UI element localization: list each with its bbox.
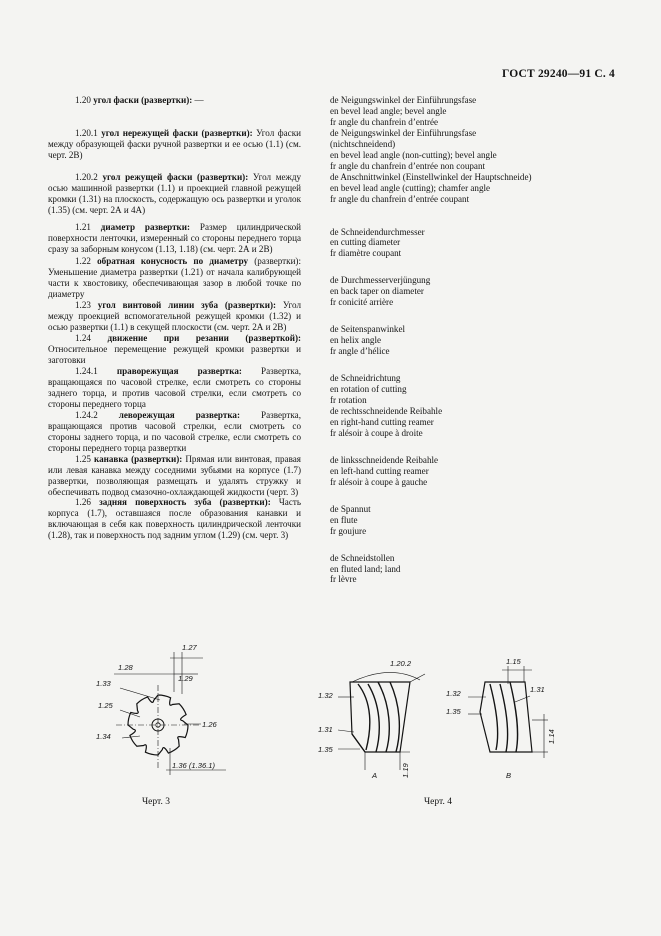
term-entry — [48, 300, 301, 333]
term-number: 1.24.1 — [75, 366, 98, 377]
translation-line: de Neigungswinkel der Einführungsfase — [330, 95, 477, 105]
label-1-31-b: 1.31 — [530, 685, 545, 694]
term-number: 1.25 — [75, 453, 91, 464]
translation-line: de Durchmesserverjüngung — [330, 275, 431, 286]
term-name: обратная конусность по диаметру — [97, 256, 249, 267]
translation-line: fr lèvre — [330, 574, 357, 585]
term-number: 1.20 — [75, 95, 91, 105]
translation-line: de Schneidstollen — [330, 552, 395, 563]
label-1-20-2: 1.20.2 — [390, 659, 412, 668]
translation-line: en fluted land; land — [330, 563, 401, 574]
term-number: 1.24.2 — [75, 409, 98, 420]
translation-line: en left-hand cutting reamer — [330, 465, 429, 476]
translation-line: fr angle du chanfrein d’entrée — [330, 116, 439, 127]
term-entry — [48, 128, 301, 161]
term-entry — [48, 410, 301, 454]
term-number: 1.26 — [75, 497, 91, 508]
term-definition: — — [192, 95, 204, 105]
term-entry — [48, 222, 301, 255]
term-number: 1.24 — [75, 333, 91, 344]
term-entry — [48, 333, 301, 366]
figure-3-caption: Черт. 3 — [142, 797, 170, 807]
translation-line: en rotation of cutting — [330, 384, 407, 395]
term-number: 1.23 — [75, 300, 91, 311]
term-definition: Размер цилиндрической поверхности ленточки, измеренный со стороны переднего торца сразу за заборным конусом (1.13, 1.18) (см. черт. 2А и 2В) — [48, 221, 301, 254]
translation-line: fr conicité arrière — [330, 297, 394, 308]
label-1-26: 1.26 — [202, 720, 217, 729]
term-name: леворежущая развертка: — [118, 409, 240, 420]
translation-group — [330, 275, 630, 308]
translation-line: de Seitenspanwinkel — [330, 324, 406, 335]
term-definition: Относительное перемещение режущей кромки развертки и заготовки — [48, 344, 301, 366]
label-1-35-a: 1.35 — [318, 745, 333, 754]
label-1-19: 1.19 — [401, 763, 410, 778]
translation-line: fr diamètre coupant — [330, 248, 402, 259]
translation-line: fr alésoir à coupe à gauche — [330, 476, 428, 487]
terms-column — [48, 95, 301, 541]
translation-group — [330, 227, 630, 260]
label-1-34: 1.34 — [96, 732, 111, 741]
term-name: движение при резании (разверткой): — [107, 333, 302, 344]
translation-line: fr rotation — [330, 395, 367, 406]
label-1-36: 1.36 (1.36.1) — [172, 761, 216, 770]
translation-line: fr angle du chanfrein d’entrée coupant — [330, 193, 470, 204]
translation-line: en cutting diameter — [330, 237, 401, 248]
term-entry — [48, 95, 301, 106]
translation-line: de Spannut — [330, 503, 371, 514]
label-1-32-b: 1.32 — [446, 689, 461, 698]
translation-group — [330, 553, 630, 586]
label-1-27: 1.27 — [182, 643, 197, 652]
label-1-29: 1.29 — [178, 674, 193, 683]
term-definition: (развертки): Уменьшение диаметра развертки (1.21) от начала калибрующей части к хвостовику, обеспечивающая зазор в любой точке по диаметру — [48, 256, 301, 300]
translation-group — [330, 504, 630, 537]
term-entry — [48, 497, 301, 541]
translation-group — [330, 324, 630, 357]
term-entry — [48, 366, 301, 410]
translation-line: fr angle du chanfrein d’entrée non coupant — [330, 160, 486, 171]
translation-line: en bevel lead angle (non-cutting); bevel angle — [330, 149, 497, 160]
term-name: угол фаски (развертки): — [93, 95, 193, 105]
translation-line: en right-hand cutting reamer — [330, 416, 434, 427]
label-1-25: 1.25 — [98, 701, 113, 710]
translation-line: de Anschnittwinkel (Einstellwinkel der Hauptschneide) — [330, 171, 532, 182]
figure-4 — [310, 652, 570, 792]
term-entry — [48, 454, 301, 498]
label-1-15: 1.15 — [506, 657, 521, 666]
term-definition: Развертка, вращающаяся против часовой стрелки, если смотреть со стороны заднего торца, и по часовой стрелке, если смотреть со стороны переднего торца развертки — [48, 409, 301, 453]
view-b-label: B — [506, 771, 512, 780]
reamer-chamfer-diagram — [310, 652, 570, 792]
term-name: праворежущая развертка: — [116, 366, 242, 377]
term-number: 1.22 — [75, 256, 91, 267]
page-header: ГОСТ 29240—91 С. 4 — [502, 68, 615, 80]
term-name: задняя поверхность зуба (развертки): — [99, 497, 271, 508]
term-number: 1.20.2 — [75, 171, 98, 182]
translation-line: fr angle d’hélice — [330, 346, 390, 357]
translation-line: en bevel lead angle (cutting); chamfer angle — [330, 182, 491, 193]
term-name: угол винтовой линии зуба (развертки): — [97, 300, 277, 311]
translation-line: de Schneidendurchmesser — [330, 226, 425, 237]
translation-line: de rechtsschneidende Reibahle — [330, 405, 443, 416]
term-number: 1.20.1 — [75, 127, 98, 138]
translations-column — [330, 95, 630, 585]
term-name: диаметр развертки: — [100, 221, 191, 232]
translation-line: en back taper on diameter — [330, 286, 424, 297]
term-entry — [48, 256, 301, 300]
translation-line: (nichtschneidend) — [330, 138, 396, 149]
translation-line: en bevel lead angle; bevel angle — [330, 105, 447, 116]
label-1-33: 1.33 — [96, 679, 111, 688]
label-1-14: 1.14 — [547, 729, 556, 744]
translation-line: en flute — [330, 514, 358, 525]
term-definition: Развертка, вращающаяся по часовой стрелке, если смотреть со стороны заднего торца, и против часовой стрелки, если смотреть со стороны переднего торца — [48, 366, 302, 409]
figure-3 — [86, 630, 256, 780]
term-name: угол режущей фаски (развертки): — [102, 171, 249, 182]
term-name: угол нережущей фаски (развертки): — [101, 127, 253, 138]
label-1-28: 1.28 — [118, 663, 133, 672]
term-definition: Угол фаски между образующей фаски ручной развертки и ее осью (1.1) (см. черт. 2В) — [48, 127, 302, 160]
term-number: 1.21 — [75, 221, 91, 232]
translation-line: de Schneidrichtung — [330, 373, 401, 384]
translation-line: fr goujure — [330, 525, 367, 536]
label-1-31-a: 1.31 — [318, 725, 333, 734]
label-1-32-a: 1.32 — [318, 691, 333, 700]
term-definition: Часть корпуса (1.7), оставшаяся после образования канавки и включающая в себя как поверхность цилиндрической ленточки (1.28), так и поверхность под задним углом (1.29) (см. черт. 3) — [48, 497, 301, 541]
translation-group — [330, 455, 630, 488]
term-definition: Прямая или винтовая, правая или левая канавка между соседними зубьями на корпусе (1.7) развертки, позволяющая размещать и удалять стружку и обеспечивать подвод смазочно-охлаждающей жидкости (черт. 3) — [48, 453, 301, 497]
term-name: канавка (развертки): — [94, 453, 183, 464]
translation-line: de linksschneidende Reibahle — [330, 454, 439, 465]
term-entry — [48, 172, 301, 216]
term-definition: Угол между осью машинной развертки (1.1) и проекцией главной режущей кромки (1.31) на плоскость, содержащую ось развертки и уголок (1.35) (см. черт. 2А и 4А) — [48, 171, 301, 215]
reamer-cross-section-diagram — [86, 630, 256, 780]
translation-line: de Neigungswinkel der Einführungsfase — [330, 127, 477, 138]
translation-line: en helix angle — [330, 335, 382, 346]
term-definition: Угол между проекцией вспомогательной режущей кромки (1.32) и осью развертки (1.1) в секущей плоскости (см. черт. 2А и 2В) — [48, 300, 301, 333]
translation-group — [330, 373, 630, 439]
translation-group — [330, 95, 630, 205]
view-a-label: A — [372, 771, 378, 780]
label-1-35-b: 1.35 — [446, 707, 461, 716]
figure-4-caption: Черт. 4 — [424, 797, 452, 807]
translation-line: fr alésoir à coupe à droite — [330, 427, 423, 438]
